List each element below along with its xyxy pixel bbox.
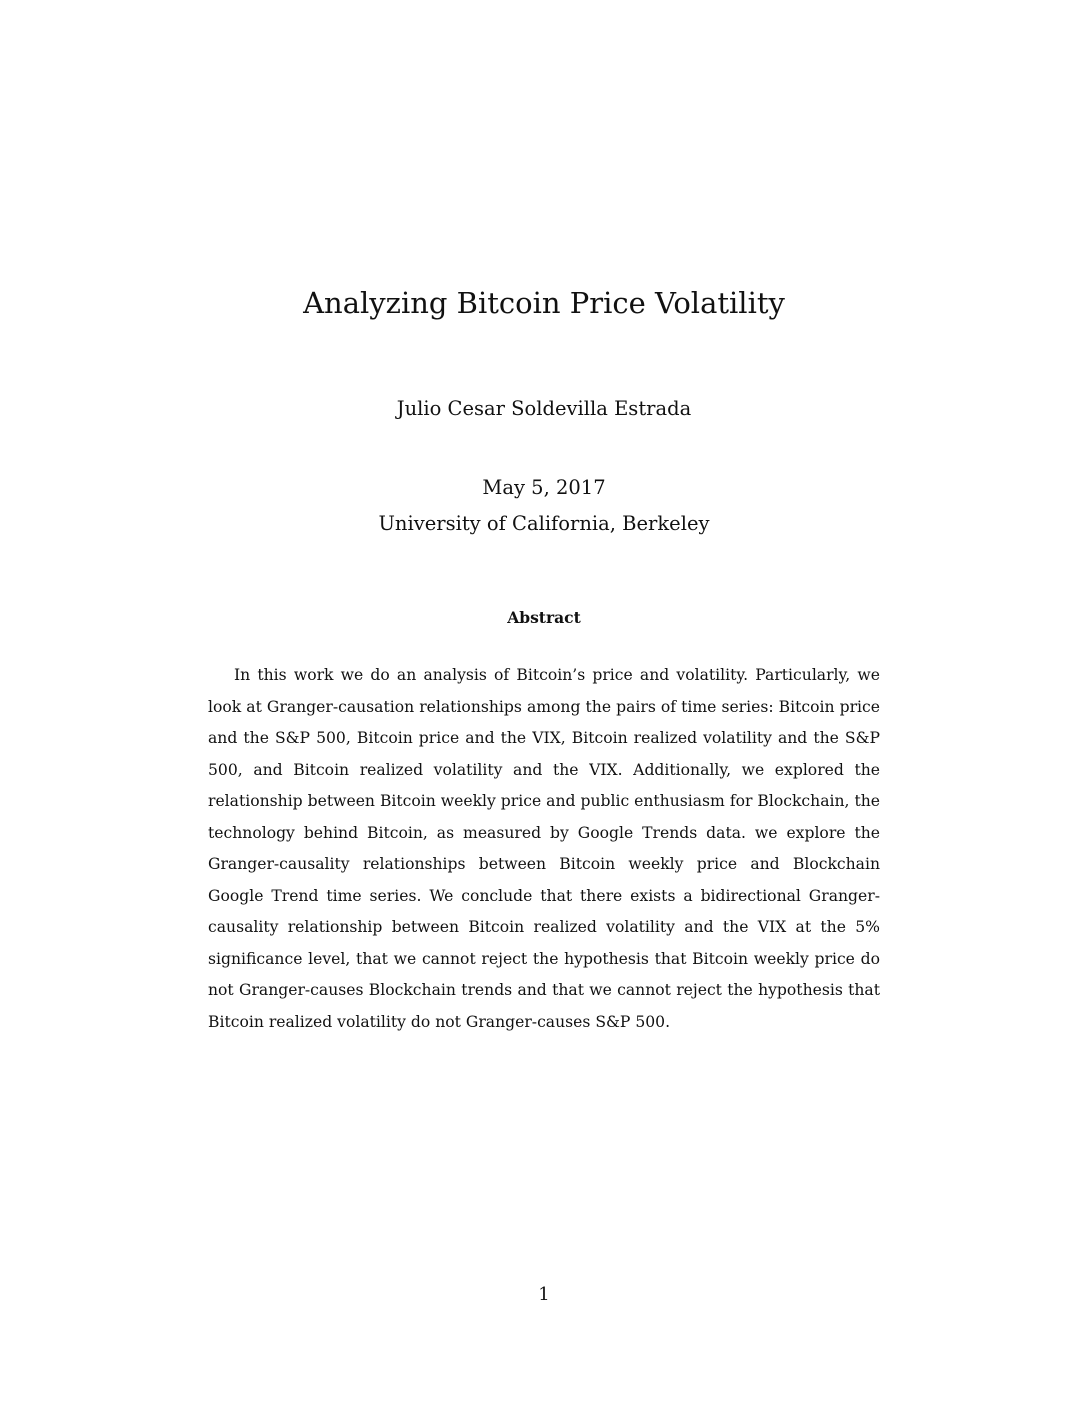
publication-date: May 5, 2017 bbox=[482, 476, 606, 499]
abstract-heading: Abstract bbox=[507, 608, 581, 627]
paper-title: Analyzing Bitcoin Price Volatility bbox=[303, 286, 785, 320]
page-number: 1 bbox=[538, 1284, 550, 1305]
abstract-text: In this work we do an analysis of Bitcoin’s price and volatility. Particularly, we look at Granger-causation relationships among the pairs of time series: Bitcoin price and the S&P 500, Bitcoin price and the VIX, Bitcoin realized volatility and the S&P 500, and Bitcoin realized volatility and the VIX. Additionally, we explored the relationship between Bitcoin weekly price and public enthusiasm for Blockchain, the technology behind Bitcoin, as measured by Google Trends data. we explore the Granger-causality relationships between Bitcoin weekly price and Blockchain Google Trend time series. We conclude that there exists a bidirectional Granger-causality relationship between Bitcoin realized volatility and the VIX at the 5% significance level, that we cannot reject the hypothesis that Bitcoin weekly price do not Granger-causes Blockchain trends and that we cannot reject the hypothesis that Bitcoin realized volatility do not Granger-causes S&P 500. bbox=[208, 666, 880, 1031]
author-affiliation: University of California, Berkeley bbox=[378, 512, 710, 535]
author-name: Julio Cesar Soldevilla Estrada bbox=[396, 397, 692, 420]
